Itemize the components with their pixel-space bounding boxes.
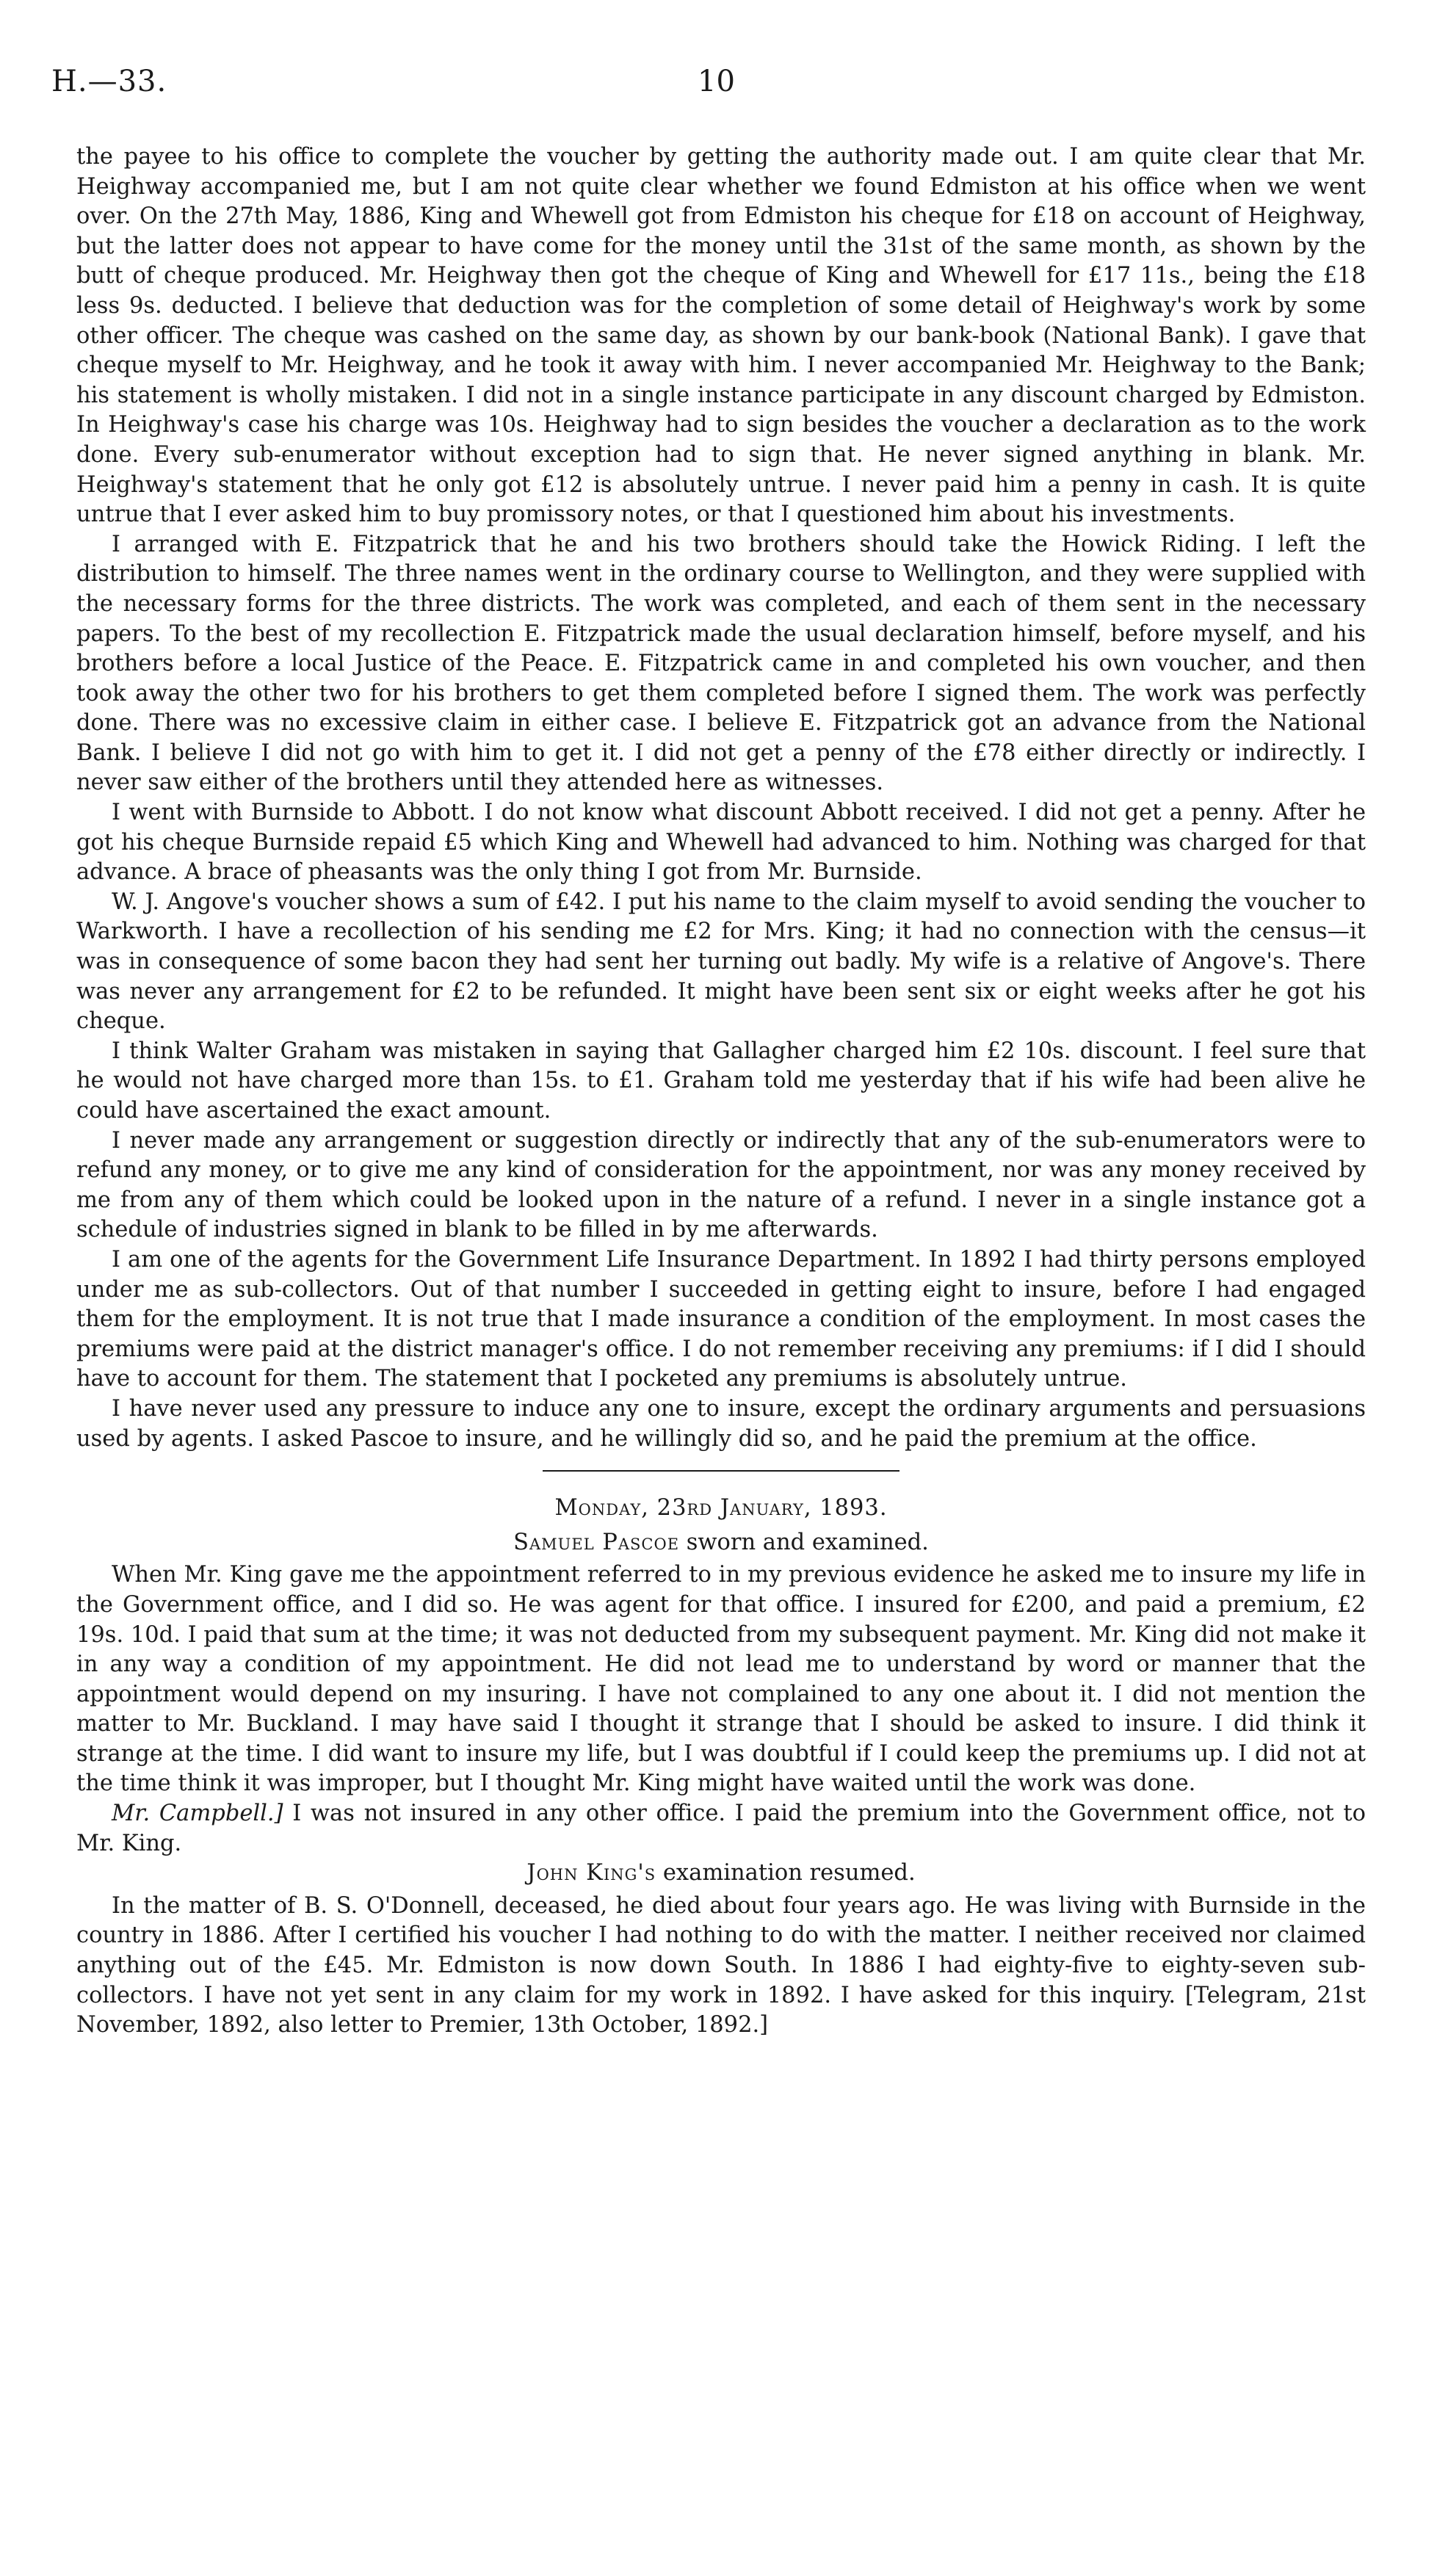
witness-name: Samuel Pascoe <box>513 1529 680 1555</box>
witness-heading <box>76 1528 1366 1558</box>
body-paragraph: I am one of the agents for the Government Life Insurance Department. In 1892 I had thirty persons employed under me as sub-collectors. Out of that number I succeeded in getting eight to insure, before I had engaged them for the employment. It is not true that I made insurance a condition of the employment. In most cases the premiums were paid at the district manager's office. I do not remember receiving any premiums: if I did I should have to account for them. The statement that I pocketed any premiums is absolutely untrue. <box>76 1246 1366 1392</box>
witness-heading-suffix: sworn and examined. <box>679 1529 929 1555</box>
body-paragraph: I arranged with E. Fitzpatrick that he and his two brothers should take the Howick Riding. I left the distribution to himself. The three names went in the ordinary course to Wellington, and they were supplied with the necessary forms for the three districts. The work was completed, and each of them sent in the necessary papers. To the best of my recollection E. Fitzpatrick made the usual declaration himself, before myself, and his brothers before a local Justice of the Peace. E. Fitzpatrick came in and completed his own voucher, and then took away the other two for his brothers to get them completed before I signed them. The work was perfectly done. There was no excessive claim in either case. I believe E. Fitzpatrick got an advance from the National Bank. I believe I did not go with him to get it. I did not get a penny of the £78 either directly or indirectly. I never saw either of the brothers until they attended here as witnesses. <box>76 531 1366 796</box>
page-number: 10 <box>698 65 735 98</box>
document-body <box>76 142 1366 2041</box>
document-reference: H.—33. <box>51 65 167 98</box>
body-paragraph: I have never used any pressure to induce any one to insure, except the ordinary arguments and persuasions used by agents. I asked Pascoe to insure, and he willingly did so, and he paid the premium at the office. <box>76 1395 1366 1452</box>
session-date: Monday, 23rd January, 1893. <box>554 1495 888 1522</box>
body-paragraph: In the matter of B. S. O'Donnell, deceased, he died about four years ago. He was living with Burnside in the country in 1886. After I certified his voucher I had nothing to do with the matter. I neither received nor claimed anything out of the £45. Mr. Edmiston is now down South. In 1886 I had eighty-five to eighty-seven sub-collectors. I have not yet sent in any claim for my work in 1892. I have asked for this inquiry. [Telegram, 21st November, 1892, also letter to Premier, 13th October, 1892.] <box>76 1892 1366 2038</box>
body-paragraph: I never made any arrangement or suggestion directly or indirectly that any of the sub-enumerators were to refund any money, or to give me any kind of consideration for the appointment, nor was any money received by me from any of them which could be looked upon in the nature of a refund. I never in a single instance got a schedule of industries signed in blank to be filled in by me afterwards. <box>76 1127 1366 1243</box>
section-divider <box>543 1470 899 1472</box>
body-paragraph: I think Walter Graham was mistaken in saying that Gallagher charged him £2 10s. discount. I feel sure that he would not have charged more than 15s. to £1. Graham told me yesterday that if his wife had been alive he could have ascertained the exact amount. <box>76 1038 1366 1124</box>
resumed-name: John King's <box>526 1860 656 1886</box>
examiner-answer: I was not insured in any other office. I paid the premium into the Government office, not to Mr. King. <box>76 1801 1366 1856</box>
resumed-heading-suffix: examination resumed. <box>656 1860 916 1886</box>
body-paragraph: I went with Burnside to Abbott. I do not know what discount Abbott received. I did not get a penny. After he got his cheque Burnside repaid £5 which King and Whewell had advanced to him. Nothing was charged for that advance. A brace of pheasants was the only thing I got from Mr. Burnside. <box>76 800 1366 886</box>
resumed-heading <box>76 1859 1366 1889</box>
examiner-question <box>76 1799 1366 1859</box>
examiner-label: Mr. Campbell.] <box>112 1801 283 1827</box>
body-paragraph: When Mr. King gave me the appointment referred to in my previous evidence he asked me to insure my life in the Government office, and I did so. He was agent for that office. I insured for £200, and paid a premium, £2 19s. 10d. I paid that sum at the time; it was not deducted from my subsequent payment. Mr. King did not make it in any way a condition of my appointment. He did not lead me to understand by word or manner that the appointment would depend on my insuring. I have not complained to any one about it. I did not mention the matter to Mr. Buckland. I may have said I thought it strange that I should be asked to insure. I did think it strange at the time. I did want to insure my life, but I was doubtful if I could keep the premiums up. I did not at the time think it was improper, but I thought Mr. King might have waited until the work was done. <box>76 1562 1366 1797</box>
body-paragraph: W. J. Angove's voucher shows a sum of £42. I put his name to the claim myself to avoid sending the voucher to Warkworth. I have a recollection of his sending me £2 for Mrs. King; it had no connection with the census—it was in consequence of some bacon they had sent her turning out badly. My wife is a relative of Angove's. There was never any arrangement for £2 to be refunded. It might have been sent six or eight weeks after he got his cheque. <box>76 889 1366 1035</box>
body-paragraph: the payee to his office to complete the voucher by getting the authority made out. I am quite clear that Mr. Heighway accompanied me, but I am not quite clear whether we found Edmiston at his office when we went over. On the 27th May, 1886, King and Whewell got from Edmiston his cheque for £18 on account of Heighway, but the latter does not appear to have come for the money until the 31st of the same month, as shown by the butt of cheque produced. Mr. Heighway then got the cheque of King and Whewell for £17 11s., being the £18 less 9s. deducted. I believe that deduction was for the completion of some detail of Heighway's work by some other officer. The cheque was cashed on the same day, as shown by our bank-book (National Bank). I gave that cheque myself to Mr. Heighway, and he took it away with him. I never accompanied Mr. Heighway to the Bank; his statement is wholly mistaken. I did not in a single instance participate in any discount charged by Edmiston. In Heighway's case his charge was 10s. Heighway had to sign besides the voucher a declaration as to the work done. Every sub-enumerator without exception had to sign that. He never signed anything in blank. Mr. Heighway's statement that he only got £12 is absolutely untrue. I never paid him a penny in cash. It is quite untrue that I ever asked him to buy promissory notes, or that I questioned him about his investments. <box>76 144 1366 528</box>
